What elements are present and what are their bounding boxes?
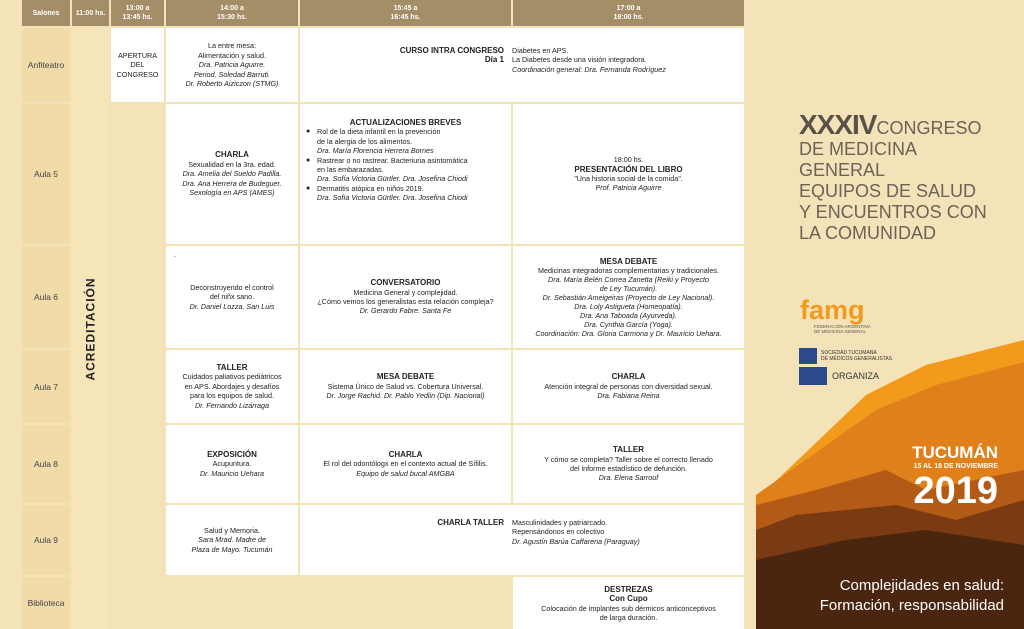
list-item: ● Rastrear o no rastrear. Bacteriuria asintomática en las embarazadas. Dra. Sofía Victoria Gürtler. Dra. Josefina Chiodi — [317, 156, 506, 184]
cell-aula7-taller: TALLER Cuidados paliativos pediátricos en APS. Abordajes y desafíos para los equipos de salud. Dr. Fernando Lizárraga — [166, 350, 298, 423]
cell-aula6-mesa: MESA DEBATE Medicinas integradoras complementarias y tradicionales. Dra. María Belén Correa Zanetta (Reiki y Proyecto de Ley Tucumán). Dr. Sebastián Ameigeiras (Proyecto de Ley Nacional). Dra. Loly Astigueta (Homeopatía). Dra. Ana Taboada (Ayurveda). Dra. Cynthia García (Yoga). Coordinación: Dra. Gloria Carmona y Dr. Mauricio Uehara. — [513, 246, 744, 348]
stmg-logo: SOCIEDAD TUCUMANA DE MÉDICOS GENERALISTAS ORGANIZA — [799, 348, 919, 385]
cell-empty-1300 — [111, 104, 164, 629]
stmg-icon — [799, 348, 817, 364]
famg-logo: famg FEDERACIÓN ARGENTINA DE MEDICINA GENERAL — [800, 295, 871, 334]
acreditacion-column: ACREDITACIÓN — [72, 28, 109, 629]
cell-aula9-salud: Salud y Memoria. Sara Mrad. Madre de Plaza de Mayo. Tucumán — [166, 505, 298, 575]
cell-biblioteca-destrezas: DESTREZAS Con Cupo Colocación de implantes sub dérmicos anticonceptivos de larga duración. — [513, 577, 744, 629]
room-biblioteca: Biblioteca — [22, 577, 70, 629]
curso-day: Día 1 — [484, 55, 504, 65]
cell-aula5-actualizaciones: ACTUALIZACIONES BREVES ● Rol de la dieta infantil en la prevención de la alergia de los alimentos. Dra. María Florencia Herrera Bornes ● Rastrear o no rastrear. Bacteriuria asintomática en las embarazadas. Dra. Sofía Victoria Gürtler. Dra. Josefina Chiodi ● Dermatitis atópica en niños 2019. Dra. Sofía Victoria Gürtler. Dra. Josefina Chiodi — [300, 104, 511, 244]
list-item: ● Dermatitis atópica en niños 2019. Dra. Sofía Victoria Gürtler. Dra. Josefina Chiodi — [317, 184, 506, 203]
cell-aula7-charla: CHARLA Atención integral de personas con diversidad sexual. Dra. Fabiana Reina — [513, 350, 744, 423]
organiza-icon — [799, 367, 827, 385]
cell-anfiteatro-mesa: La entre mesa: Alimentación y salud. Dra. Patricia Aguirre. Period. Soledad Barruti. Dr. Roberto Aiziczon (STMG) — [166, 28, 298, 102]
cell-aula6-conversatorio: CONVERSATORIO Medicina General y complejidad. ¿Cómo vemos los generalistas esta relación compleja? Dr. Gerardo Fabre. Santa Fe — [300, 246, 511, 348]
cell-aula5-charla: CHARLA Sexualidad en la 3ra. edad. Dra. Amelia del Sueldo Padilla. Dra. Ana Herrera de Budeguer. Sexología en APS (AMES) — [166, 104, 298, 244]
room-aula-6: Aula 6 — [22, 246, 70, 348]
congress-panel — [756, 0, 1024, 629]
header-slot-1400: 14:00 a 15:30 hs. — [166, 0, 298, 26]
curso-title: CURSO INTRA CONGRESO — [399, 46, 504, 55]
cell-aula6-decon: . Deconstruyendo el control del niñx sano. Dr. Daniel Lozza. San Luis — [166, 246, 298, 348]
cell-anfiteatro-curso: CURSO INTRA CONGRESO Día 1 Diabetes en APS. La Diabetes desde una visión integradora. Coordinación general: Dra. Fernanda Rodríguez — [300, 28, 744, 102]
cell-aula8-taller: TALLER Y cómo se completa? Taller sobre el correcto llenado del informe estadístico de defunción. Dra. Elena Sarrouf — [513, 425, 744, 503]
cell-aula9-charla-taller: CHARLA TALLER Masculinidades y patriarcado. Repensándonos en colectivo Dr. Agustín Barúa Caffarena (Paraguay) — [300, 505, 744, 575]
room-anfiteatro: Anfiteatro — [22, 28, 70, 102]
header-slot-1300: 13:00 a 13:45 hs. — [111, 0, 164, 26]
dot-mark: . — [174, 250, 176, 259]
room-aula-7: Aula 7 — [22, 350, 70, 423]
cell-aula7-mesa: MESA DEBATE Sistema Único de Salud vs. Cobertura Universal. Dr. Jorge Rachid. Dr. Pablo Yedlin (Dip. Nacional) — [300, 350, 511, 423]
room-aula-8: Aula 8 — [22, 425, 70, 503]
mountains-graphic — [756, 0, 1024, 629]
room-aula-5: Aula 5 — [22, 104, 70, 244]
cell-apertura: APERTURA DEL CONGRESO — [111, 28, 164, 102]
header-slot-1700: 17:00 a 19:00 hs. — [513, 0, 744, 26]
header-slot-1100: 11:00 hs. — [72, 0, 109, 26]
cell-aula8-expo: EXPOSICIÓN Acupuntura. Dr. Mauricio Uehara — [166, 425, 298, 503]
congress-title: XXXIVCONGRESO DE MEDICINA GENERAL EQUIPOS DE SALUD Y ENCUENTROS CON LA COMUNIDAD — [799, 109, 987, 243]
congress-tagline: Complejidades en salud: Formación, responsabilidad — [819, 577, 1004, 614]
cell-aula8-charla: CHARLA El rol del odontólogx en el contexto actual de Sífilis. Equipo de salud bucal AMGBA — [300, 425, 511, 503]
header-slot-1545: 15:45 a 16:45 hs. — [300, 0, 511, 26]
location-date-block: TUCUMÁN 15 AL 18 DE NOVIEMBRE 2019 — [912, 443, 998, 512]
actualizaciones-list — [305, 127, 506, 202]
header-salones: Salones — [22, 0, 70, 26]
cell-biblioteca-empty-1 — [166, 577, 298, 629]
list-item: ● Rol de la dieta infantil en la prevención de la alergia de los alimentos. Dra. María Florencia Herrera Bornes — [317, 127, 506, 155]
room-aula-9: Aula 9 — [22, 505, 70, 575]
cell-aula5-libro: 18:00 hs. PRESENTACIÓN DEL LIBRO "Una historia social de la comida". Prof. Patricia Aguirre — [513, 104, 744, 244]
cell-biblioteca-empty-2 — [300, 577, 511, 629]
